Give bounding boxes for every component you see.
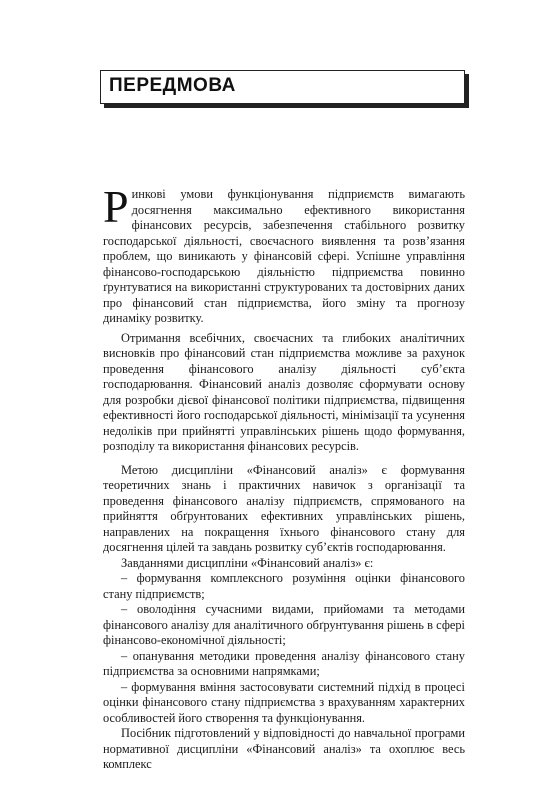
document-body <box>103 181 465 773</box>
list-item-task-1: – формування комплексного розуміння оцінки фінансового стану підприємств; <box>103 571 465 601</box>
page-heading: ПЕРЕДМОВА <box>109 75 236 96</box>
drop-cap: Р <box>103 181 129 232</box>
paragraph-manual: Посібник підготовлений у відповідності до навчальної програми нормативної дисципліни «Фінансовий аналіз» та охоплює весь комплекс <box>103 726 465 771</box>
paragraph-goal: Метою дисципліни «Фінансовий аналіз» є формування теоретичних знань і практичних навичок з організації та проведення фінансового аналізу підприємств, спрямованого на прийняття обґрунтованих ефективних управлінських рішень, направлених на покращення їхнього фінансового стану для досягнення цілей та завдань розвитку суб’єктів господарювання. <box>103 462 465 554</box>
intro-paragraph <box>103 181 465 327</box>
intro-text: инкові умови функціонування підприємств вимагають досягнення максимально ефективного використання фінансових ресурсів, забезпечення стабільного розвитку господарської діяльності, своєчасного виявлення та розв’язання проблем, що виникають у фінансовій сфері. Успішне управління фінансово-господарською діяльністю підприємства повинно ґрунтуватися на використанні структурованих та достовірних даних про фінансовий стан підприємства, його зміну та прогнозу динаміку розвитку. <box>103 187 465 325</box>
list-item-task-3: – опанування методики проведення аналізу фінансового стану підприємства за основними напрямками; <box>103 648 465 678</box>
list-item-task-4: – формування вміння застосовувати системний підхід в процесі оцінки фінансового стану підприємства з врахуванням характерних особливостей його створення та функціонування. <box>103 679 465 725</box>
paragraph-analysis: Отримання всебічних, своєчасних та глибоких аналітичних висновків про фінансовий стан підприємства можливе за рахунок проведення фінансового аналізу діяльності суб’єкта господарювання. Фінансовий аналіз дозволяє сформувати основу для розробки дієвої фінансової політики підприємства, підвищення ефективності його господарської діяльності, мінімізації та усунення недоліків при прийнятті управлінських рішень щодо формування, розподілу та використання фінансових ресурсів. <box>103 330 465 453</box>
list-item-task-2: – оволодіння сучасними видами, прийомами та методами фінансового аналізу для аналітичного обґрунтування рішень в сфері фінансово-економічної діяльності; <box>103 602 465 647</box>
paragraph-tasks-intro: Завданнями дисципліни «Фінансовий аналіз» є: <box>121 555 374 570</box>
heading-frame <box>100 70 465 104</box>
